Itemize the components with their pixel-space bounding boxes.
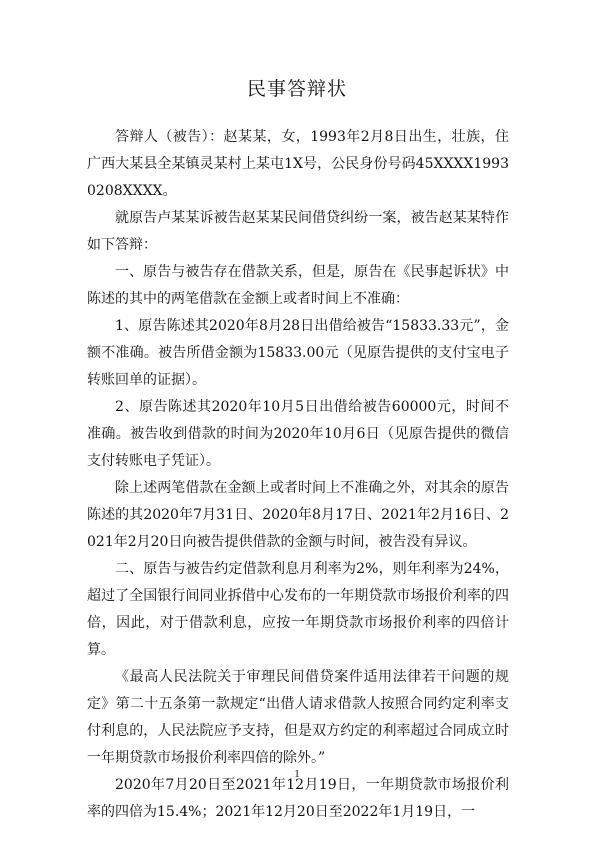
paragraph-legal-provision: 《最高人民法院关于审理民间借贷案件适用法律若干问题的规定》第二十五条第一款规定“出借人请求借款人按照合同约定利率支付利息的，人民法院应予支持，但是双方约定的利率超过合同成立时一年期贷款市场报价利率四倍的除外。”	[87, 669, 509, 766]
paragraph-point-one: 一、原告与被告存在借款关系，但是，原告在《民事起诉状》中陈述的其中的两笔借款在金额上或者时间上不准确：	[87, 264, 509, 307]
document-title: 民事答辩状	[246, 78, 347, 100]
document-body	[87, 124, 509, 826]
paragraph-item-one: 1、原告陈述其2020年8月28日出借给被告“15833.33元”，金额不准确。被告所借金额为15833.00元（见原告提供的支付宝电子转账回单的证据）。	[87, 318, 509, 388]
paragraph-point-two: 二、原告与被告约定借款利息月利率为2%，则年利率为24%，超过了全国银行间同业拆借中心发布的一年期贷款市场报价利率的四倍，因此，对于借款利息，应按一年期贷款市场报价利率的四倍计算。	[87, 561, 509, 658]
page-number: 1	[294, 768, 300, 780]
paragraph-item-two: 2、原告陈述其2020年10月5日出借给被告60000元，时间不准确。被告收到借款的时间为2020年10月6日（见原告提供的微信支付转账电子凭证）。	[87, 399, 509, 469]
paragraph-other-loans: 除上述两笔借款在金额上或者时间上不准确之外，对其余的原告陈述的其2020年7月31日、2020年8月17日、2021年2月16日、2021年2月20日向被告提供借款的金额与时间，被告没有异议。	[87, 480, 509, 550]
paragraph-case-intro: 就原告卢某某诉被告赵某某民间借贷纠纷一案，被告赵某某特作如下答辩：	[87, 210, 509, 253]
paragraph-rate-periods: 2020年7月20日至2021年12月19日，一年期贷款市场报价利率的四倍为15.4%；2021年12月20日至2022年1月19日，一	[87, 777, 509, 820]
paragraph-respondent-info: 答辩人（被告）：赵某某，女，1993年2月8日出生，壮族，住广西大某县全某镇灵某村上某屯1X号，公民身份号码45XXXX19930208XXXX。	[87, 129, 509, 199]
